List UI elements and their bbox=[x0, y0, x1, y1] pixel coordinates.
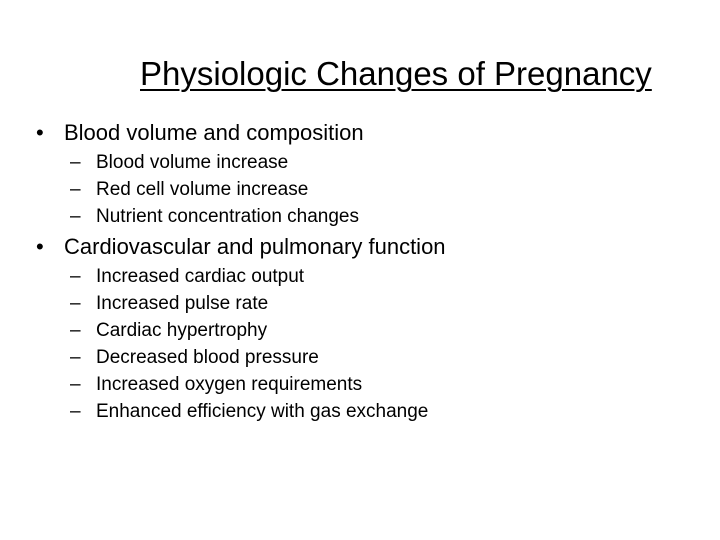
dash-icon: – bbox=[70, 266, 81, 287]
bullet-label: Cardiovascular and pulmonary function bbox=[64, 234, 446, 259]
bullet-dot-icon: • bbox=[36, 120, 44, 145]
dash-icon: – bbox=[70, 320, 81, 341]
sub-bullet-item bbox=[70, 317, 490, 344]
sub-bullet-item bbox=[70, 176, 430, 203]
dash-icon: – bbox=[70, 374, 81, 395]
dash-icon: – bbox=[70, 293, 81, 314]
sub-bullet-item bbox=[70, 149, 430, 176]
dash-icon: – bbox=[70, 152, 81, 173]
sub-bullet-item bbox=[70, 203, 430, 230]
bullet-item-blood-volume bbox=[36, 119, 476, 147]
sub-bullet-label: Increased pulse rate bbox=[96, 293, 269, 314]
sub-bullet-label: Nutrient concentration changes bbox=[96, 206, 359, 227]
dash-icon: – bbox=[70, 179, 81, 200]
sub-bullet-item bbox=[70, 344, 490, 371]
sub-bullet-label: Decreased blood pressure bbox=[96, 347, 319, 368]
sub-bullet-label: Increased oxygen requirements bbox=[96, 374, 363, 395]
sub-bullet-label: Increased cardiac output bbox=[96, 266, 305, 287]
sub-bullet-item bbox=[70, 398, 490, 425]
sub-bullet-item bbox=[70, 371, 490, 398]
bullet-item-cardiovascular bbox=[36, 233, 536, 261]
dash-icon: – bbox=[70, 347, 81, 368]
sub-bullet-label: Cardiac hypertrophy bbox=[96, 320, 268, 341]
bullet-label: Blood volume and composition bbox=[64, 120, 364, 145]
sub-bullet-item bbox=[70, 263, 490, 290]
bullet-dot-icon: • bbox=[36, 234, 44, 259]
sub-bullet-label: Enhanced efficiency with gas exchange bbox=[96, 401, 429, 422]
dash-icon: – bbox=[70, 206, 81, 227]
sub-bullet-label: Blood volume increase bbox=[96, 152, 289, 173]
slide-title: Physiologic Changes of Pregnancy bbox=[140, 55, 652, 92]
sub-bullet-label: Red cell volume increase bbox=[96, 179, 309, 200]
sub-bullet-item bbox=[70, 290, 490, 317]
dash-icon: – bbox=[70, 401, 81, 422]
